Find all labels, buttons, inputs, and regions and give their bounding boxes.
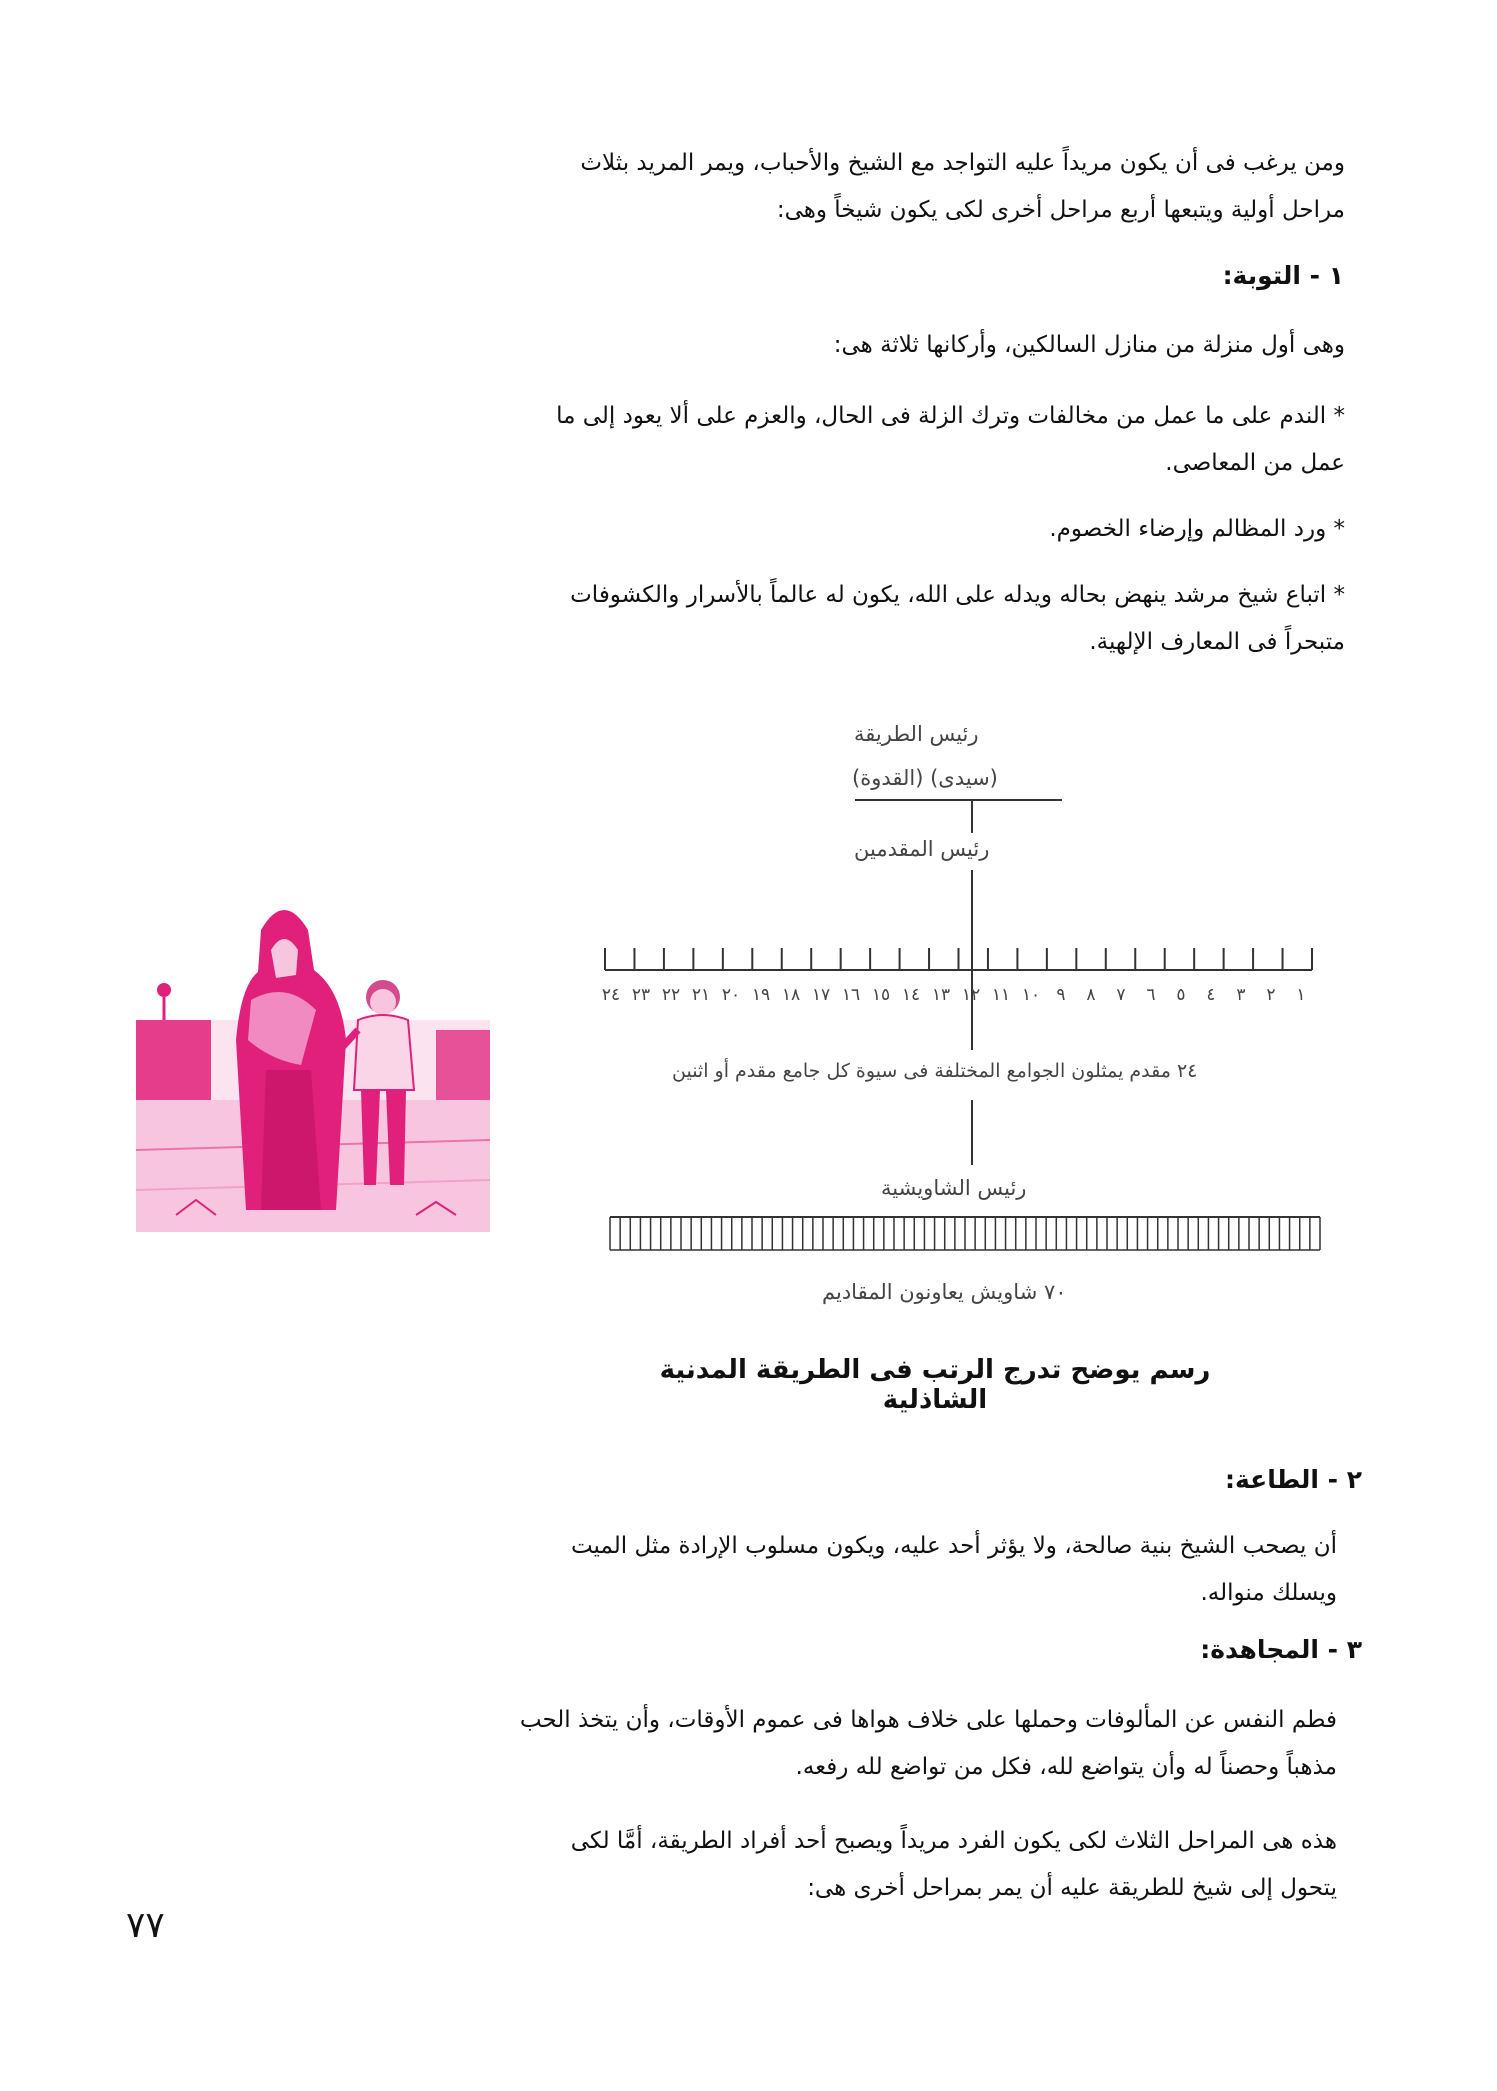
muqaddam-number: ١٠ bbox=[1021, 985, 1041, 1005]
muqaddam-number: ١٢ bbox=[961, 985, 981, 1005]
diagram-head-sub: (سيدى) (القدوة) bbox=[852, 766, 998, 790]
section-3-paragraph bbox=[505, 1697, 1337, 1791]
muqaddam-number: ٢١ bbox=[691, 985, 711, 1005]
intro-line-1: ومن يرغب فى أن يكون مريداً عليه التواجد مع الشيخ والأحباب، ويمر المريد بثلاث bbox=[580, 150, 1345, 176]
muqaddam-number: ١٩ bbox=[751, 985, 771, 1005]
section-3-line-2: مذهباً وحصناً له وأن يتواضع لله، فكل من تواضع لله رفعه. bbox=[795, 1754, 1337, 1780]
diagram-level-2: رئيس المقدمين bbox=[854, 837, 990, 861]
muqaddam-number: ٣ bbox=[1236, 985, 1246, 1005]
section-1-p3-text: * ورد المظالم وإرضاء الخصوم. bbox=[1049, 516, 1345, 542]
muqaddam-note: ٢٤ مقدم يمثلون الجوامع المختلفة فى سيوة كل جامع مقدم أو اثنين bbox=[672, 1060, 1198, 1082]
page-number: ٧٧ bbox=[126, 1905, 165, 1946]
muqaddam-number: ٢٢ bbox=[661, 985, 681, 1005]
diagram-head-title: رئيس الطريقة bbox=[854, 722, 979, 746]
section-1-p4-line-2: متبحراً فى المعارف الإلهية. bbox=[1089, 629, 1345, 655]
muqaddam-number: ١٦ bbox=[841, 985, 861, 1005]
section-3-line-4: يتحول إلى شيخ للطريقة عليه أن يمر بمراحل أخرى هى: bbox=[807, 1875, 1337, 1901]
section-1-heading: ١ - التوبة: bbox=[1222, 261, 1344, 290]
section-3-heading: ٣ - المجاهدة: bbox=[1200, 1635, 1362, 1664]
section-3-line-1: فطم النفس عن المألوفات وحملها على خلاف هواها فى عموم الأوقات، وأن يتخذ الحب bbox=[519, 1707, 1337, 1733]
muqaddam-number: ٢٣ bbox=[631, 985, 651, 1005]
muqaddam-number: ٨ bbox=[1086, 985, 1096, 1005]
intro-line-2: مراحل أولية ويتبعها أربع مراحل أخرى لكى يكون شيخاً وهى: bbox=[776, 197, 1345, 223]
section-2-heading: ٢ - الطاعة: bbox=[1225, 1465, 1362, 1494]
muqaddam-number: ١٣ bbox=[931, 985, 951, 1005]
shawish-note: ٧٠ شاويش يعاونون المقاديم bbox=[822, 1280, 1067, 1304]
muqaddam-number: ١٤ bbox=[901, 985, 921, 1005]
muqaddam-number: ٤ bbox=[1206, 985, 1216, 1005]
section-1-p2-line-1: * الندم على ما عمل من مخالفات وترك الزلة فى الحال، والعزم على ألا يعود إلى ما bbox=[556, 403, 1345, 429]
muqaddam-number: ٩ bbox=[1056, 985, 1066, 1005]
muqaddam-number: ١ bbox=[1296, 985, 1306, 1005]
diagram-caption: رسم يوضح تدرج الرتب فى الطريقة المدنية الشاذلية bbox=[659, 1355, 1211, 1415]
diagram-level-3: رئيس الشاويشية bbox=[881, 1176, 1027, 1200]
muqaddam-number: ١٥ bbox=[871, 985, 891, 1005]
section-1-p1-text: وهى أول منزلة من منازل السالكين، وأركانها ثلاثة هى: bbox=[833, 332, 1345, 358]
muqaddam-number: ٥ bbox=[1176, 985, 1186, 1005]
muqaddam-number: ٢ bbox=[1266, 985, 1276, 1005]
shawish-ticks bbox=[610, 1217, 1320, 1250]
muqaddam-number: ١٨ bbox=[781, 985, 801, 1005]
muqaddam-number: ٢٠ bbox=[721, 985, 741, 1005]
section-3-line-3: هذه هى المراحل الثلاث لكى يكون الفرد مريداً ويصبح أحد أفراد الطريقة، أمَّا لكى bbox=[570, 1828, 1337, 1854]
muqaddam-number: ٧ bbox=[1116, 985, 1126, 1005]
muqaddam-number: ١١ bbox=[991, 985, 1011, 1005]
muqaddam-numbers-row bbox=[596, 985, 1316, 1015]
muqaddam-number: ١٧ bbox=[811, 985, 831, 1005]
section-2-paragraph bbox=[505, 1523, 1337, 1617]
section-1-p4-line-1: * اتباع شيخ مرشد ينهض بحاله ويدله على الله، يكون له عالماً بالأسرار والكشوفات bbox=[570, 582, 1345, 608]
muqaddam-ticks bbox=[605, 948, 1312, 970]
muqaddam-number: ٢٤ bbox=[601, 985, 621, 1005]
muqaddam-number: ٦ bbox=[1146, 985, 1156, 1005]
section-2-line-2: ويسلك منواله. bbox=[1200, 1580, 1337, 1606]
section-3-closing bbox=[505, 1818, 1337, 1912]
section-2-line-1: أن يصحب الشيخ بنية صالحة، ولا يؤثر أحد عليه، ويكون مسلوب الإرادة مثل الميت bbox=[570, 1533, 1337, 1559]
section-1-p2-line-2: عمل من المعاصى. bbox=[1165, 450, 1345, 476]
